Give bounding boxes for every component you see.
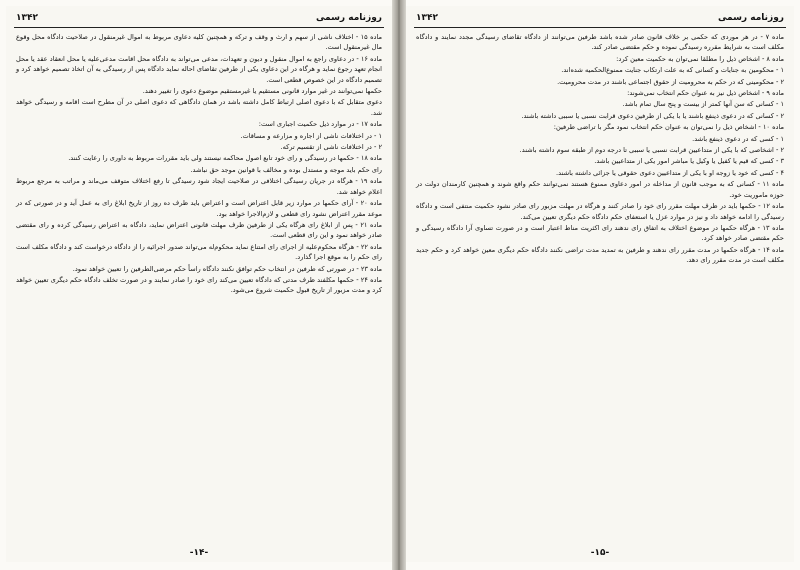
- right-page-number: -۱۵-: [590, 548, 610, 558]
- paragraph: ماده ۱۴ - هرگاه حکمها در مدت مقرر رای ندهند و طرفین به تمدید مدت تراضی نکنند دادگاه حکم دیگری معین خواهد کرد و حکم جدید مکلف است در مدت مقرر رای دهد.: [416, 245, 784, 265]
- paragraph: ۲ - کسانی که در دعوی ذینفع باشند یا با یکی از طرفین دعوی قرابت نسبی یا سببی داشته باشند.: [521, 111, 784, 120]
- paragraph: ماده ۱۶ - در دعاوی راجع به اموال منقول و دیون و تعهدات، مدعی می‌تواند به دادگاه محل اقامت مدعی‌علیه یا محل انعقاد عقد یا محل انجام تعهد رجوع نماید و هرگاه در این دعاوی یکی از طرفین تقاضای احاله نماید دادگاه پس از رسیدگی به آن اتخاذ تصمیم خواهد کرد و تصمیم دادگاه در این خصوص قطعی است.: [16, 54, 383, 84]
- paragraph: ماده ۱۸ - حکمها در رسیدگی و رای خود تابع اصول محاکمه نیستند ولی باید مقررات مربوط به داوری را رعایت کنند.: [68, 154, 382, 163]
- left-page: [6, 6, 392, 562]
- left-header-title: روزنامه رسمی: [315, 13, 382, 23]
- paragraph: ماده ۲۰ - آرای حکمها در موارد زیر قابل اعتراض است و اعتراض باید ظرف ده روز از تاریخ ابلاغ رای به عمل آید و در صورتی که در موعد مقرر اعتراض نشود رای قطعی و لازم‌الاجرا خواهد بود.: [16, 199, 382, 218]
- paragraph: ماده ۹ - اشخاص ذیل نیز به عنوان حکم انتخاب نمی‌شوند:: [627, 89, 784, 98]
- paragraph: ماده ۲۱ - پس از ابلاغ رای هرگاه یکی از طرفین ظرف مهلت قانونی اعتراض نماید، دادگاه به اعتراض رسیدگی کرده و رای مقتضی صادر خواهد نمود و این رای قطعی است.: [16, 220, 382, 240]
- left-header-year: ۱۳۴۲: [16, 13, 38, 23]
- right-header-year: ۱۳۴۲: [416, 13, 438, 23]
- paragraph: ماده ۱۳ - هرگاه حکمها در موضوع اختلاف به اتفاق رای ندهند رای اکثریت مناط اعتبار است و در صورت تساوی آرا دادگاه رسیدگی و حکم مقتضی صادر خواهد کرد.: [416, 223, 784, 243]
- paragraph: ماده ۸ - اشخاص ذیل را مطلقا نمی‌توان به حکمیت معین کرد:: [616, 54, 784, 63]
- paragraph: ماده ۱۲ - حکمها باید در ظرف مهلت مقرر رای خود را صادر کنند و هرگاه در مهلت مزبور رای صادر نشود حکمیت منتفی است و دادگاه رسیدگی را ادامه خواهد داد و نیز در موارد عزل یا استعفای حکم دادگاه حکم دیگری تعیین می‌کند.: [416, 202, 785, 221]
- paragraph: ۲ - اشخاصی که با یکی از متداعیین قرابت نسبی یا سببی تا درجه دوم از طبقه سوم داشته باشند.: [519, 146, 784, 155]
- left-page-number: -۱۴-: [189, 548, 209, 558]
- right-page-header: [416, 10, 784, 26]
- right-header-rule: [414, 27, 786, 28]
- paragraph: ۱ - در اختلافات ناشی از اجاره و مزارعه و مساقات.: [240, 131, 382, 140]
- right-page-body: [416, 32, 784, 542]
- paragraph: ماده ۱۹ - هرگاه در جریان رسیدگی اختلافی در صلاحیت ایجاد شود رسیدگی تا رفع اختلاف متوقف می‌ماند و مراتب به مرجع مربوط اعلام خواهد شد.: [16, 177, 382, 196]
- paragraph: ماده ۲۴ - حکمها مکلفند ظرف مدتی که دادگاه تعیین می‌کند رای خود را صادر نمایند و در صورت تخلف دادگاه حکم دیگری تعیین خواهد کرد و مدت مزبور از تاریخ قبول حکمیت شروع می‌شود.: [16, 275, 382, 295]
- paragraph: ۱ - محکومین به جنایات و کسانی که به علت ارتکاب جنایت ممنوع‌الحکمیه شده‌اند.: [561, 66, 784, 75]
- right-header-title: روزنامه رسمی: [717, 13, 784, 23]
- right-page: [406, 6, 794, 562]
- paragraph: ۱ - کسی که در دعوی ذینفع باشد.: [692, 134, 784, 143]
- paragraph: ۴ - کسی که خود یا زوجه او با یکی از متداعیین دعوی حقوقی یا جزائی داشته باشند.: [556, 168, 784, 177]
- paragraph: ۲ - محکومینی که در حکم به محرومیت از حقوق اجتماعی باشند در مدت محرومیت.: [557, 77, 784, 86]
- paragraph: ماده ۱۵ - اختلاف ناشی از سهم و ارث و وقف و ترکه و همچنین کلیه دعاوی مربوط به اموال غیرمنقول در صلاحیت دادگاه محل وقوع مال غیرمنقول است.: [16, 33, 383, 52]
- paragraph: ۲ - در اختلافات ناشی از تقسیم ترکه.: [280, 143, 382, 152]
- book-gutter: [392, 0, 406, 570]
- paragraph: ماده ۷ - در هر موردی که حکمی بر خلاف قانون صادر شده باشد طرفین می‌توانند از دادگاه تقاضای رسیدگی مجدد نمایند و دادگاه مکلف است به شرایط مقرره رسیدگی نموده و حکم مقتضی صادر کند.: [416, 33, 784, 52]
- left-page-header: [16, 10, 382, 26]
- paragraph: ۱ - کسانی که سن آنها کمتر از بیست و پنج سال تمام باشد.: [622, 100, 784, 109]
- paragraph: حکمها نمی‌توانند در غیر موارد قانونی مستقیم یا غیرمستقیم موضوع دعوی را تغییر دهند.: [142, 87, 382, 96]
- paragraph: ماده ۲۳ - در صورتی که طرفین در انتخاب حکم توافق نکنند دادگاه راساً حکم مرضی‌الطرفین را تعیین خواهد نمود.: [72, 264, 382, 273]
- paragraph: ماده ۱۷ - در موارد ذیل حکمیت اجباری است:: [258, 120, 382, 129]
- left-header-rule: [14, 27, 384, 28]
- left-page-body: [16, 32, 382, 542]
- paragraph: ۳ - کسی که قیم یا کفیل یا وکیل یا مباشر امور یکی از متداعیین باشد.: [594, 157, 784, 166]
- paragraph: ماده ۲۲ - هرگاه محکوم‌علیه از اجرای رای امتناع نماید محکوم‌له می‌تواند صدور اجرائیه را از دادگاه درخواست کند و دادگاه مکلف است رای حکم را به موقع اجرا گذارد.: [16, 242, 382, 262]
- paragraph: ماده ۱۰ - اشخاص ذیل را نمی‌توان به عنوان حکم انتخاب نمود مگر با تراضی طرفین:: [553, 123, 784, 132]
- paragraph: دعوی متقابل که با دعوی اصلی ارتباط کامل داشته باشد در همان دادگاهی که دعوی اصلی در آن مطرح است اقامه و رسیدگی خواهد شد.: [16, 98, 382, 117]
- paragraph: رای حکم باید موجه و مستدل بوده و مخالف با قوانین موجد حق نباشد.: [190, 165, 382, 174]
- paragraph: ماده ۱۱ - کسانی که به موجب قانون از مداخله در امور دعاوی ممنوع هستند نمی‌توانند حکم واقع شوند و همچنین کارمندان دولت در حوزه ماموریت خود.: [416, 180, 785, 199]
